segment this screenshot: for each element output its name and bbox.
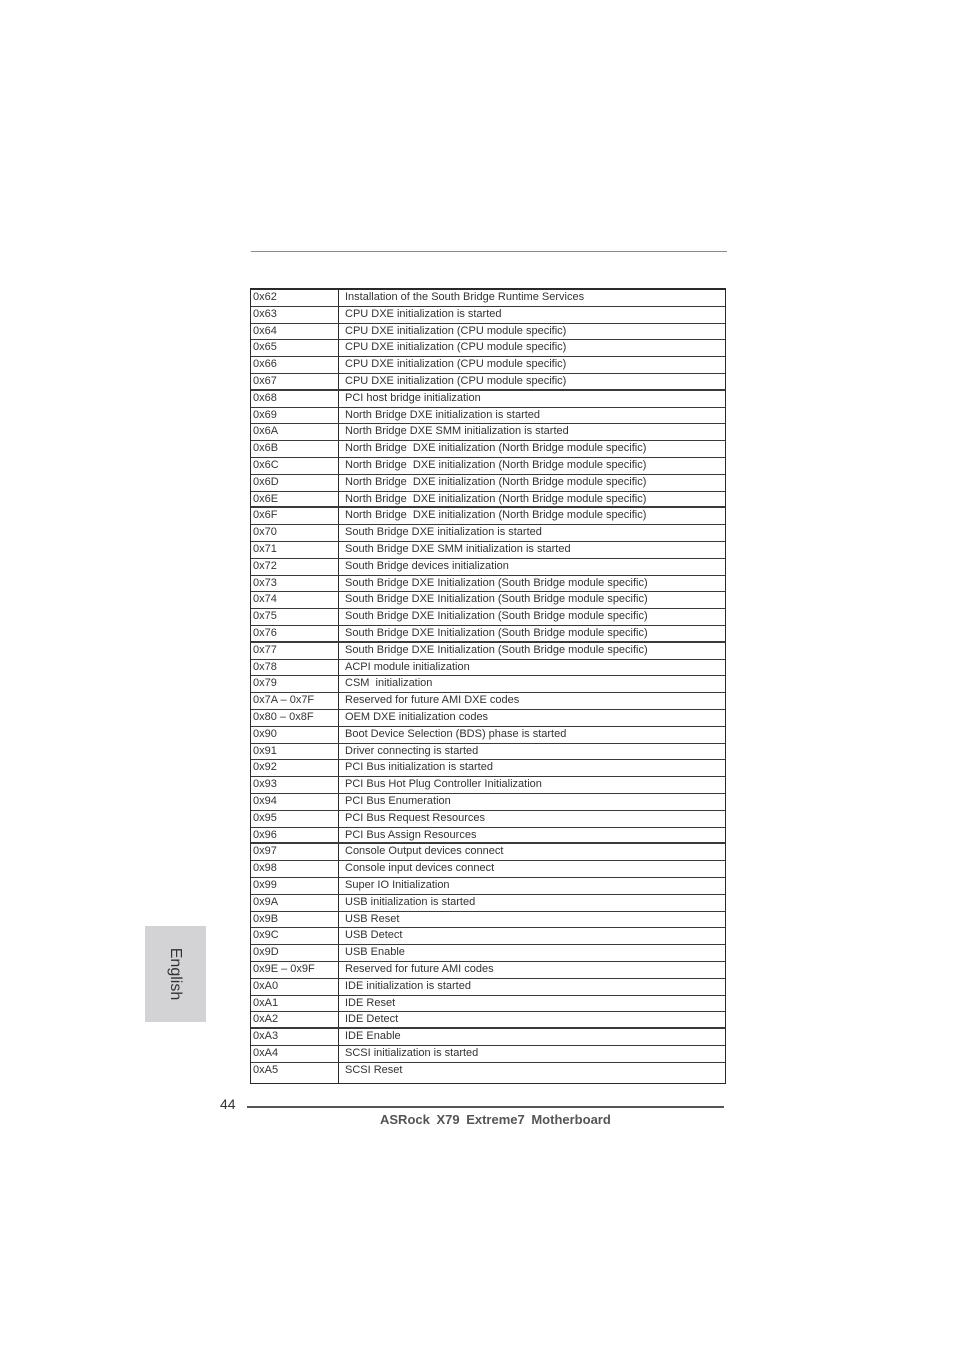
post-code: 0x63	[253, 307, 277, 320]
post-code-description: Driver connecting is started	[345, 744, 479, 757]
table-row	[251, 1046, 725, 1063]
post-code: 0x73	[253, 576, 277, 589]
post-code: 0x6E	[253, 492, 279, 505]
post-code: 0x80 – 0x8F	[253, 711, 314, 723]
post-code: 0x94	[253, 795, 277, 807]
post-code-description: Console input devices connect	[345, 862, 495, 875]
post-code: 0x9C	[253, 929, 279, 942]
post-code: 0x6B	[253, 442, 279, 455]
post-code-description: North Bridge DXE initialization (North Bridge module specific)	[345, 509, 647, 522]
table-row	[251, 1012, 725, 1029]
post-code-description: North Bridge DXE initialization (North Bridge module specific)	[345, 459, 647, 471]
language-label: English	[167, 947, 184, 1001]
table-row	[251, 727, 725, 744]
post-code-description: PCI Bus Hot Plug Controller Initialization	[345, 778, 542, 791]
post-code: 0x62	[253, 291, 277, 303]
post-code: 0x9B	[253, 912, 279, 925]
post-code: 0x64	[253, 324, 277, 337]
table-row	[251, 576, 725, 593]
post-code: 0x92	[253, 761, 277, 774]
post-code-description: North Bridge DXE initialization (North Bridge module specific)	[345, 442, 647, 455]
post-code-description: North Bridge DXE initialization (North Bridge module specific)	[345, 492, 647, 505]
table-row	[251, 458, 725, 475]
post-code-description: PCI Bus Enumeration	[345, 795, 451, 807]
table-row	[251, 391, 725, 408]
table-row	[251, 912, 725, 929]
post-code-description: IDE Detect	[345, 1013, 399, 1026]
table-row	[251, 357, 725, 374]
table-row	[251, 609, 725, 626]
post-code-description: PCI Bus Request Resources	[345, 811, 486, 824]
table-row	[251, 996, 725, 1013]
table-row	[251, 374, 725, 391]
post-code-description: CPU DXE initialization (CPU module specific)	[345, 341, 567, 354]
post-code-description: PCI host bridge initialization	[345, 391, 481, 404]
post-code: 0x76	[253, 627, 277, 639]
post-code-description: IDE initialization is started	[345, 979, 471, 992]
page-number: 44	[220, 1096, 236, 1112]
post-code-description: Super IO Initialization	[345, 879, 450, 891]
post-code: 0x6F	[253, 509, 278, 522]
post-code-description: USB Reset	[345, 912, 400, 925]
post-code: 0x72	[253, 559, 277, 572]
post-code-description: Reserved for future AMI DXE codes	[345, 694, 520, 707]
table-row	[251, 962, 725, 979]
post-code: 0x6C	[253, 459, 279, 471]
post-code: 0x93	[253, 778, 277, 791]
table-row	[251, 979, 725, 996]
post-code: 0x6A	[253, 425, 279, 438]
post-code-description: South Bridge devices initialization	[345, 559, 509, 572]
table-row	[251, 424, 725, 441]
table-row	[251, 844, 725, 861]
post-code-description: CPU DXE initialization (CPU module specific)	[345, 358, 567, 371]
post-code: 0xA3	[253, 1030, 279, 1043]
table-row	[251, 290, 725, 307]
post-code: 0xA4	[253, 1047, 279, 1059]
post-code-description: PCI Bus Assign Resources	[345, 828, 477, 841]
post-code: 0x70	[253, 526, 277, 539]
table-row	[251, 643, 725, 660]
table-row	[251, 441, 725, 458]
table-row	[251, 744, 725, 761]
post-code: 0x79	[253, 677, 277, 690]
post-code: 0x9A	[253, 895, 279, 908]
post-code: 0x91	[253, 744, 277, 757]
post-code: 0x9D	[253, 946, 279, 959]
post-code: 0x71	[253, 543, 277, 555]
post-code: 0xA0	[253, 979, 279, 992]
post-code-description: South Bridge DXE Initialization (South Bridge module specific)	[345, 627, 648, 639]
post-code-description: CSM initialization	[345, 677, 433, 690]
post-code-description: IDE Enable	[345, 1030, 401, 1043]
table-row	[251, 559, 725, 576]
table-row	[251, 676, 725, 693]
table-row	[251, 408, 725, 425]
post-code-description: South Bridge DXE SMM initialization is started	[345, 543, 571, 555]
post-code: 0x77	[253, 643, 277, 656]
post-code: 0x74	[253, 593, 277, 606]
table-row	[251, 828, 725, 845]
post-code: 0x90	[253, 727, 277, 740]
post-code: 0x95	[253, 811, 277, 824]
post-code: 0xA5	[253, 1063, 279, 1076]
table-row	[251, 475, 725, 492]
table-row	[251, 945, 725, 962]
post-code-description: North Bridge DXE initialization (North Bridge module specific)	[345, 475, 647, 488]
table-row	[251, 1063, 725, 1080]
post-code-description: Reserved for future AMI codes	[345, 963, 494, 975]
footer-rule	[247, 1106, 724, 1108]
post-code-description: OEM DXE initialization codes	[345, 711, 489, 723]
table-row	[251, 508, 725, 525]
post-code-description: USB Detect	[345, 929, 403, 942]
post-code: 0x78	[253, 660, 277, 673]
table-row	[251, 626, 725, 643]
post-code-description: North Bridge DXE SMM initialization is started	[345, 425, 569, 438]
table-row	[251, 760, 725, 777]
table-row	[251, 307, 725, 324]
post-code-description: PCI Bus initialization is started	[345, 761, 493, 774]
table-row	[251, 878, 725, 895]
table-row	[251, 660, 725, 677]
post-code: 0x68	[253, 391, 277, 404]
post-code: 0xA1	[253, 996, 279, 1009]
post-code: 0x6D	[253, 475, 279, 488]
post-code-description: South Bridge DXE Initialization (South Bridge module specific)	[345, 593, 648, 606]
post-code-description: ACPI module initialization	[345, 660, 470, 673]
post-code: 0x69	[253, 408, 277, 421]
table-row	[251, 542, 725, 559]
post-code: 0xA2	[253, 1013, 279, 1026]
post-code-description: SCSI Reset	[345, 1063, 403, 1076]
table-row	[251, 525, 725, 542]
post-code: 0x7A – 0x7F	[253, 694, 315, 707]
table-row	[251, 710, 725, 727]
post-code-description: Installation of the South Bridge Runtime Services	[345, 291, 585, 303]
table-row	[251, 340, 725, 357]
table-row	[251, 324, 725, 341]
post-code-description: Boot Device Selection (BDS) phase is started	[345, 727, 567, 740]
post-code: 0x75	[253, 610, 277, 623]
language-tab	[145, 926, 206, 1022]
post-code: 0x65	[253, 341, 277, 354]
post-code-description: CPU DXE initialization (CPU module specific)	[345, 324, 567, 337]
post-code-description: South Bridge DXE initialization is started	[345, 526, 542, 539]
table-row	[251, 592, 725, 609]
post-code-description: South Bridge DXE Initialization (South Bridge module specific)	[345, 576, 648, 589]
post-code: 0x98	[253, 862, 277, 875]
post-code-table	[250, 288, 726, 1084]
post-code-description: South Bridge DXE Initialization (South Bridge module specific)	[345, 643, 648, 656]
post-code-description: South Bridge DXE Initialization (South Bridge module specific)	[345, 610, 648, 623]
footer-title: ASRock X79 Extreme7 Motherboard	[380, 1112, 611, 1127]
header-rule	[251, 251, 727, 252]
post-code-description: North Bridge DXE initialization is started	[345, 408, 541, 421]
table-row	[251, 928, 725, 945]
table-row	[251, 895, 725, 912]
post-code-description: CPU DXE initialization (CPU module specific)	[345, 375, 567, 387]
table-row	[251, 861, 725, 878]
post-code-description: CPU DXE initialization is started	[345, 307, 502, 320]
post-code-description: USB Enable	[345, 946, 405, 959]
post-code-description: Console Output devices connect	[345, 845, 504, 858]
post-code-description: IDE Reset	[345, 996, 396, 1009]
table-row	[251, 693, 725, 710]
post-code-description: USB initialization is started	[345, 895, 476, 908]
post-code: 0x67	[253, 375, 277, 387]
table-row	[251, 794, 725, 811]
table-row	[251, 1029, 725, 1046]
table-row	[251, 777, 725, 794]
post-code: 0x99	[253, 879, 277, 891]
post-code: 0x96	[253, 828, 277, 841]
post-code: 0x66	[253, 358, 277, 371]
post-code: 0x97	[253, 845, 277, 858]
post-code-description: SCSI initialization is started	[345, 1047, 479, 1059]
table-row	[251, 811, 725, 828]
table-row	[251, 492, 725, 509]
post-code: 0x9E – 0x9F	[253, 963, 315, 975]
